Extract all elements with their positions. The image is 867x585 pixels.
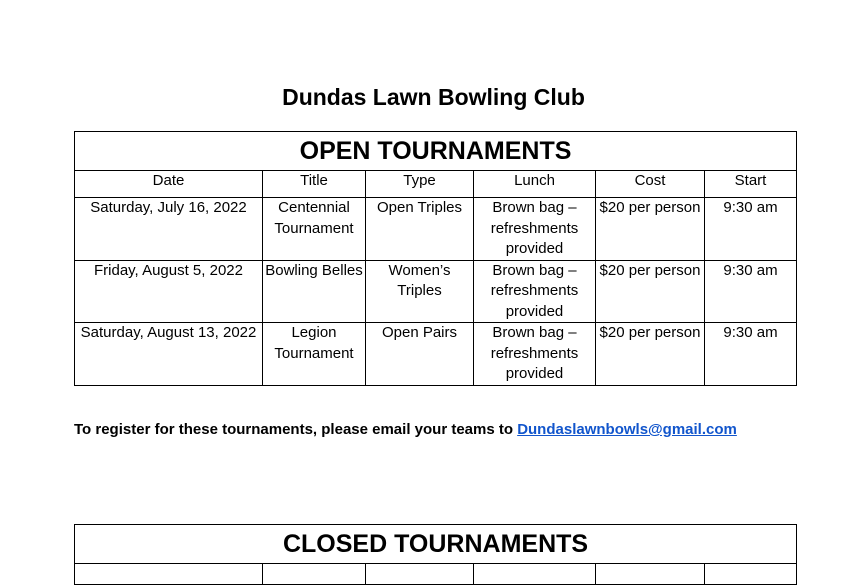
empty-cell (366, 564, 474, 585)
cell-title: Legion Tournament (263, 323, 366, 386)
column-header-title: Title (263, 171, 366, 198)
table-row (75, 564, 797, 585)
cell-title: Bowling Belles (263, 260, 366, 323)
closed-tournaments-heading: CLOSED TOURNAMENTS (75, 525, 797, 564)
column-header-lunch: Lunch (474, 171, 596, 198)
closed-tournaments-table (74, 524, 797, 585)
empty-cell (596, 564, 705, 585)
cell-start: 9:30 am (705, 198, 797, 261)
table-row (75, 260, 797, 323)
column-header-date: Date (75, 171, 263, 198)
cell-cost: $20 per person (596, 198, 705, 261)
open-tournaments-heading-row (75, 132, 797, 171)
cell-lunch: Brown bag – refreshments provided (474, 323, 596, 386)
cell-date: Saturday, August 13, 2022 (75, 323, 263, 386)
registration-email-link[interactable]: Dundaslawnbowls@gmail.com (517, 421, 737, 438)
cell-type: Open Pairs (366, 323, 474, 386)
cell-start: 9:30 am (705, 260, 797, 323)
open-tournaments-table (74, 131, 797, 386)
cell-date: Saturday, July 16, 2022 (75, 198, 263, 261)
registration-note (74, 421, 737, 438)
cell-lunch: Brown bag – refreshments provided (474, 260, 596, 323)
document-title: Dundas Lawn Bowling Club (282, 84, 585, 110)
empty-cell (263, 564, 366, 585)
cell-type: Women’s Triples (366, 260, 474, 323)
column-header-cost: Cost (596, 171, 705, 198)
column-header-type: Type (366, 171, 474, 198)
cell-cost: $20 per person (596, 323, 705, 386)
registration-text: To register for these tournaments, please email your teams to (74, 421, 518, 438)
empty-cell (75, 564, 263, 585)
open-tournaments-heading: OPEN TOURNAMENTS (75, 132, 797, 171)
table-row (75, 323, 797, 386)
cell-title: Centennial Tournament (263, 198, 366, 261)
empty-cell (474, 564, 596, 585)
column-header-start: Start (705, 171, 797, 198)
cell-type: Open Triples (366, 198, 474, 261)
column-header-row (75, 171, 797, 198)
cell-date: Friday, August 5, 2022 (75, 260, 263, 323)
cell-lunch: Brown bag – refreshments provided (474, 198, 596, 261)
cell-start: 9:30 am (705, 323, 797, 386)
table-row (75, 198, 797, 261)
cell-cost: $20 per person (596, 260, 705, 323)
empty-cell (705, 564, 797, 585)
closed-tournaments-heading-row (75, 525, 797, 564)
